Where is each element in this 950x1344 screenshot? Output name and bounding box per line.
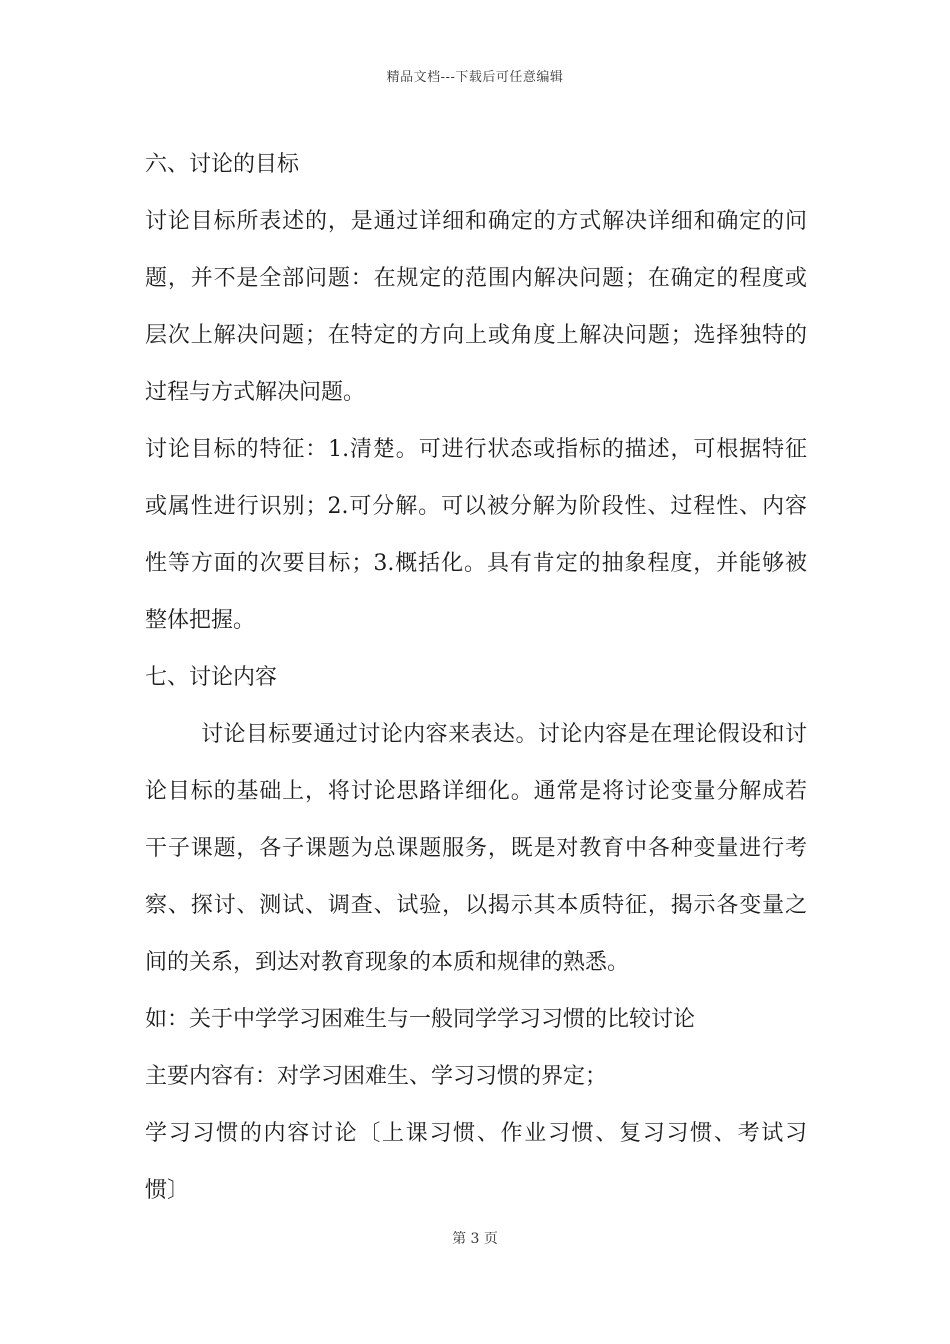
text-line: 层次上解决问题；在特定的方向上或角度上解决问题；选择独特的 bbox=[145, 323, 807, 348]
text-line: 讨论目标所表述的，是通过详细和确定的方式解决详细和确定的问 bbox=[145, 209, 807, 234]
text-line: 过程与方式解决问题。 bbox=[145, 380, 366, 405]
text-line: 或属性进行识别；2.可分解。可以被分解为阶段性、过程性、内容 bbox=[145, 494, 807, 519]
section-6-paragraph-1 bbox=[145, 193, 807, 421]
text-line: 整体把握。 bbox=[145, 608, 256, 633]
text-line: 论目标的基础上，将讨论思路详细化。通常是将讨论变量分解成若 bbox=[145, 779, 807, 804]
section-6-paragraph-2 bbox=[145, 421, 807, 649]
section-6-title: 六、讨论的目标 bbox=[145, 152, 300, 177]
text-line: 讨论目标的特征：1.清楚。可进行状态或指标的描述，可根据特征 bbox=[145, 437, 807, 462]
section-7-paragraph-1 bbox=[145, 706, 807, 991]
text-line: 讨论目标要通过讨论内容来表达。讨论内容是在理论假设和讨 bbox=[201, 722, 807, 747]
document-body bbox=[145, 136, 807, 1219]
text-line: 性等方面的次要目标；3.概括化。具有肯定的抽象程度，并能够被 bbox=[145, 551, 807, 576]
page-header: 精品文档---下载后可任意编辑 bbox=[386, 70, 564, 85]
text-line: 间的关系，到达对教育现象的本质和规律的熟悉。 bbox=[145, 950, 630, 975]
main-content-line: 主要内容有：对学习困难生、学习习惯的界定； bbox=[145, 1064, 608, 1089]
text-line: 题，并不是全部问题：在规定的范围内解决问题；在确定的程度或 bbox=[145, 266, 807, 291]
text-line: 惯〕 bbox=[145, 1178, 190, 1203]
text-line: 学习习惯的内容讨论〔上课习惯、作业习惯、复习习惯、考试习 bbox=[145, 1121, 807, 1146]
section-7-title: 七、讨论内容 bbox=[145, 665, 278, 690]
page-number: 第 3 页 bbox=[452, 1231, 498, 1247]
text-line: 干子课题，各子课题为总课题服务，既是对教育中各种变量进行考 bbox=[145, 836, 807, 861]
text-line: 察、探讨、测试、调查、试验，以揭示其本质特征，揭示各变量之 bbox=[145, 893, 807, 918]
habits-paragraph bbox=[145, 1105, 807, 1219]
example-line: 如：关于中学学习困难生与一般同学学习习惯的比较讨论 bbox=[145, 1007, 696, 1032]
